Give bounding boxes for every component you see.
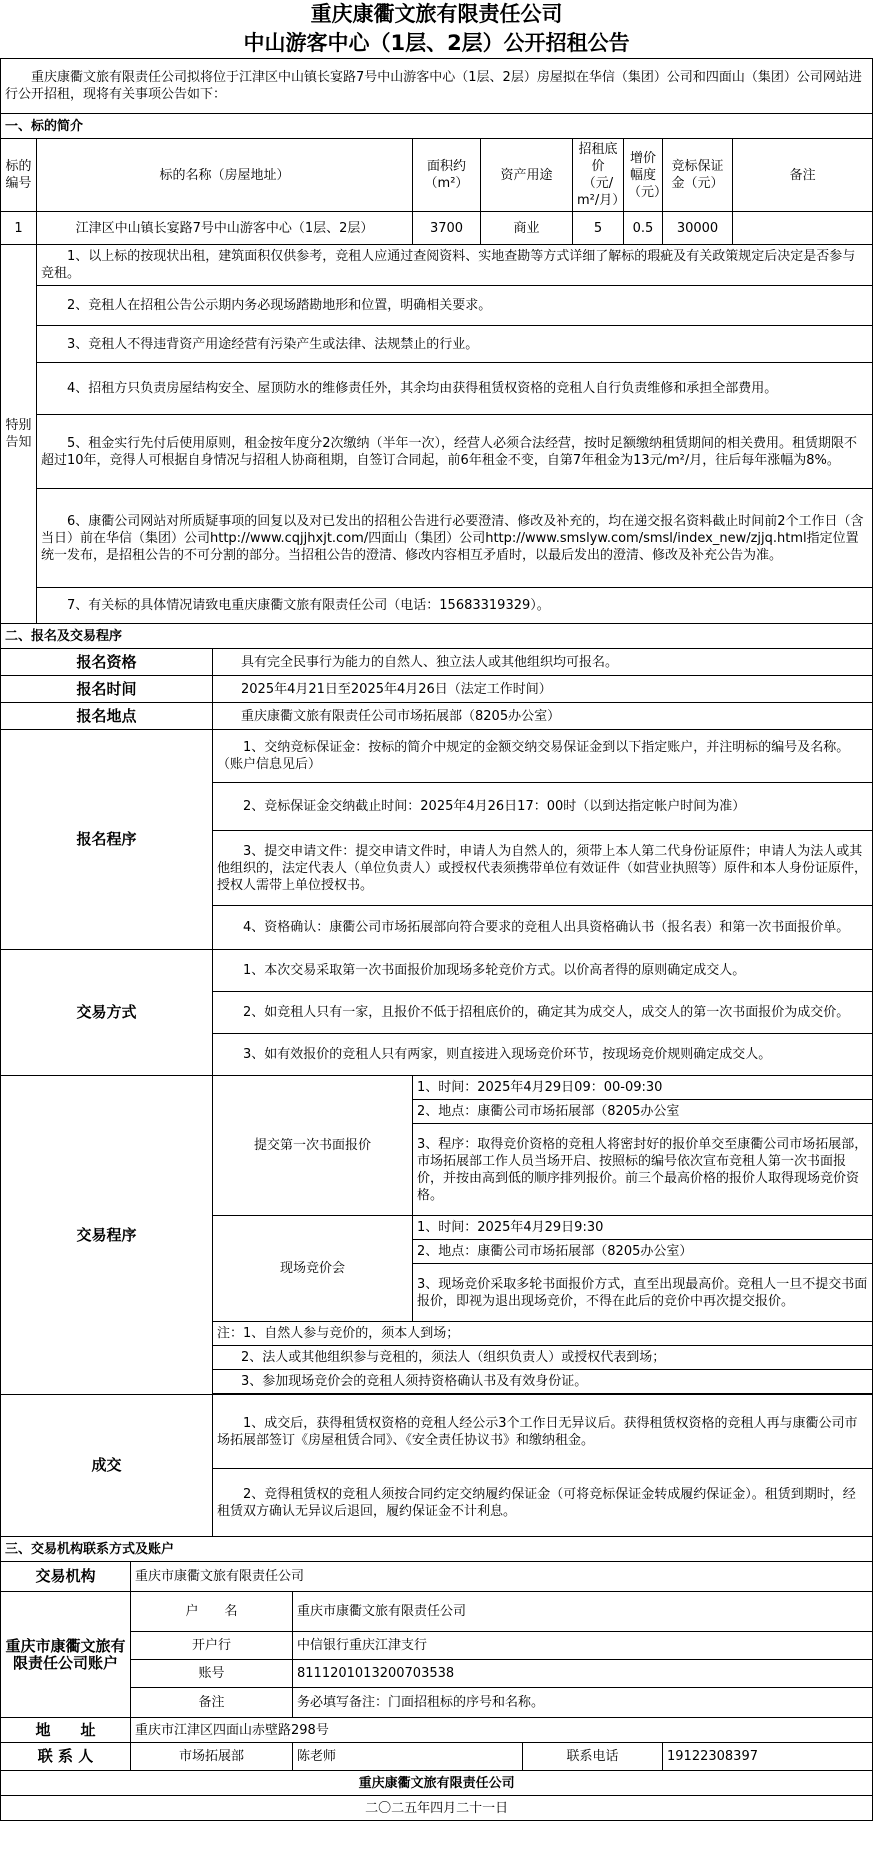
bank-label: 开户行 xyxy=(131,1632,293,1660)
col-header-use: 资产用途 xyxy=(481,139,573,212)
notice-1: 1、以上标的按现状出租，建筑面积仅供参考，竞租人应通过查阅资料、实地查勘等方式详细了解标的瑕疵及有关政策规定后决定是否参与竞租。 xyxy=(37,245,873,286)
phone-label: 联系电话 xyxy=(523,1743,663,1771)
auction-1: 1、时间：2025年4月29日9:30 xyxy=(413,1216,873,1240)
special-notice-label: 特别告知 xyxy=(1,245,37,624)
deal-label: 成交 xyxy=(1,1395,213,1537)
auction-2: 2、地点：康衢公司市场拓展部（8205办公室） xyxy=(413,1240,873,1264)
auction-3: 3、现场竞价采取多轮书面报价方式，直至出现最高价。竞租人一旦不提交书面报价，即视为退出现场竞价，不得在此后的竞价中再次提交报价。 xyxy=(413,1264,873,1322)
account-name-label: 户 名 xyxy=(131,1592,293,1632)
col-header-note: 备注 xyxy=(733,139,873,212)
proc-step-1: 1、交纳竞标保证金：按标的简介中规定的金额交纳交易保证金到以下指定账户，并注明标的编号及名称。（账户信息见后） xyxy=(213,730,873,783)
trade-proc-label: 交易程序 xyxy=(1,1076,213,1395)
proc-step-2: 2、竞标保证金交纳截止时间：2025年4月26日17：00时（以到达指定帐户时间为准） xyxy=(213,783,873,831)
org-value: 重庆市康衢文旅有限责任公司 xyxy=(131,1562,873,1592)
notice-6: 6、康衢公司网站对所质疑事项的回复以及对已发出的招租公告进行必要澄清、修改及补充的，均在递交报名资料截止时间前2个工作日（含当日）前在华信（集团）公司http://www.cqjjhxjt.com/四面山（集团）公司http://www.smslyw.com/smsl/index_new/zjjq.html指定位置统一发布，是招租公告的不可分割的部分。当招租公告的澄清、修改内容相互矛盾时，以最后发出的澄清、修改及补充公告为准。 xyxy=(37,489,873,588)
first-bid-2: 2、地点：康衢公司市场拓展部（8205办公室 xyxy=(413,1100,873,1124)
auction-label: 现场竞价会 xyxy=(213,1216,413,1322)
footer-date: 二〇二五年四月二十一日 xyxy=(1,1796,873,1821)
qual-text: 具有完全民事行为能力的自然人、独立法人或其他组织均可报名。 xyxy=(213,649,873,676)
notice-5: 5、租金实行先付后使用原则，租金按年度分2次缴纳（半年一次），经营人必须合法经营，按时足额缴纳租赁期间的相关费用。租赁期限不超过10年，竞得人可根据自身情况与招租人协商租期，自签订合同起，前6年租金不变，自第7年租金为13元/m²/月，往后每年涨幅为8%。 xyxy=(37,415,873,489)
row1-note xyxy=(733,212,873,245)
first-bid-3: 3、程序：取得竞价资格的竞租人将密封好的报价单交至康衢公司市场拓展部，市场拓展部工作人员当场开启、按照标的编号依次宣布竞租人第一次书面报价，并按由高到低的顺序排列报价。前三个最高价格的报价人取得现场竞价资格。 xyxy=(413,1124,873,1216)
account-no-label: 账号 xyxy=(131,1660,293,1688)
col-header-name: 标的名称（房屋地址） xyxy=(37,139,413,212)
section1-heading: 一、标的简介 xyxy=(1,114,873,139)
first-bid-1: 1、时间：2025年4月29日09：00-09:30 xyxy=(413,1076,873,1100)
address-label: 地 址 xyxy=(1,1718,131,1743)
place-label: 报名地点 xyxy=(1,703,213,730)
account-label: 重庆市康衢文旅有限责任公司账户 xyxy=(1,1592,131,1718)
col-header-area: 面积约（m²） xyxy=(413,139,481,212)
time-label: 报名时间 xyxy=(1,676,213,703)
row1-deposit: 30000 xyxy=(663,212,733,245)
notice-3: 3、竞租人不得违背资产用途经营有污染产生或法律、法规禁止的行业。 xyxy=(37,326,873,363)
trade-note-2: 2、法人或其他组织参与竞租的，须法人（组织负责人）或授权代表到场； xyxy=(213,1346,873,1370)
contact-dept: 市场拓展部 xyxy=(131,1743,293,1771)
bank-value: 中信银行重庆江津支行 xyxy=(293,1632,873,1660)
mode-label: 交易方式 xyxy=(1,950,213,1076)
proc-step-4: 4、资格确认：康衢公司市场拓展部向符合要求的竞租人出具资格确认书（报名表）和第一次书面报价单。 xyxy=(213,906,873,950)
row1-area: 3700 xyxy=(413,212,481,245)
intro-text: 重庆康衢文旅有限责任公司拟将位于江津区中山镇长宴路7号中山游客中心（1层、2层）房屋拟在华信（集团）公司和四面山（集团）公司网站进行公开招租，现将有关事项公告如下： xyxy=(1,59,873,114)
first-bid-label: 提交第一次书面报价 xyxy=(213,1076,413,1216)
row1-inc: 0.5 xyxy=(624,212,663,245)
footer-company: 重庆康衢文旅有限责任公司 xyxy=(1,1771,873,1796)
notice-2: 2、竞租人在招租公告公示期内务必现场踏勘地形和位置，明确相关要求。 xyxy=(37,286,873,326)
deal-1: 1、成交后，获得租赁权资格的竞租人经公示3个工作日无异议后。获得租赁权资格的竞租人再与康衢公司市场拓展部签订《房屋租赁合同》、《安全责任协议书》和缴纳租金。 xyxy=(213,1395,873,1469)
col-header-no: 标的编号 xyxy=(1,139,37,212)
section3-heading: 三、交易机构联系方式及账户 xyxy=(1,1537,873,1562)
contact-person: 陈老师 xyxy=(293,1743,523,1771)
address-value: 重庆市江津区四面山赤壁路298号 xyxy=(131,1718,873,1743)
col-header-deposit: 竞标保证金（元） xyxy=(663,139,733,212)
phone-value: 19122308397 xyxy=(663,1743,873,1771)
remark-label: 备注 xyxy=(131,1688,293,1718)
proc-label: 报名程序 xyxy=(1,730,213,950)
mode-3: 3、如有效报价的竞租人只有两家，则直接进入现场竞价环节，按现场竞价规则确定成交人。 xyxy=(213,1034,873,1076)
notice-7: 7、有关标的具体情况请致电重庆康衢文旅有限责任公司（电话：15683319329）。 xyxy=(37,588,873,624)
deal-2: 2、竞得租赁权的竞租人须按合同约定交纳履约保证金（可将竞标保证金转成履约保证金）。租赁到期时，经租赁双方确认无异议后退回，履约保证金不计利息。 xyxy=(213,1469,873,1537)
page-title xyxy=(1,0,873,59)
title-line1: 重庆康衢文旅有限责任公司 xyxy=(310,2,563,26)
qual-label: 报名资格 xyxy=(1,649,213,676)
row1-no: 1 xyxy=(1,212,37,245)
account-name: 重庆市康衢文旅有限责任公司 xyxy=(293,1592,873,1632)
proc-step-3: 3、提交申请文件：提交申请文件时，申请人为自然人的，须带上本人第二代身份证原件；申请人为法人或其他组织的，法定代表人（单位负责人）或授权代表须携带单位有效证件（如营业执照等）原件和本人身份证原件，授权人需带上单位授权书。 xyxy=(213,831,873,906)
row1-use: 商业 xyxy=(481,212,573,245)
notice-4: 4、招租方只负责房屋结构安全、屋顶防水的维修责任外，其余均由获得租赁权资格的竞租人自行负责维修和承担全部费用。 xyxy=(37,363,873,415)
row1-price: 5 xyxy=(573,212,624,245)
remark-value: 务必填写备注：门面招租标的序号和名称。 xyxy=(293,1688,873,1718)
title-line2: 中山游客中心（1层、2层）公开招租公告 xyxy=(243,31,630,55)
row1-name: 江津区中山镇长宴路7号中山游客中心（1层、2层） xyxy=(37,212,413,245)
mode-1: 1、本次交易采取第一次书面报价加现场多轮竞价方式。以价高者得的原则确定成交人。 xyxy=(213,950,873,992)
org-label: 交易机构 xyxy=(1,1562,131,1592)
trade-note-3: 3、参加现场竞价会的竞租人须持资格确认书及有效身份证。 xyxy=(213,1370,873,1394)
time-text: 2025年4月21日至2025年4月26日（法定工作时间） xyxy=(213,676,873,703)
mode-2: 2、如竞租人只有一家，且报价不低于招租底价的，确定其为成交人，成交人的第一次书面报价为成交价。 xyxy=(213,992,873,1034)
trade-note-1: 注：1、自然人参与竞价的，须本人到场； xyxy=(213,1322,873,1346)
col-header-inc: 增价幅度（元） xyxy=(624,139,663,212)
account-no: 8111201013200703538 xyxy=(293,1660,873,1688)
contact-label: 联 系 人 xyxy=(1,1743,131,1771)
place-text: 重庆康衢文旅有限责任公司市场拓展部（8205办公室） xyxy=(213,703,873,730)
col-header-price: 招租底价（元/m²/月） xyxy=(573,139,624,212)
section2-heading: 二、报名及交易程序 xyxy=(1,624,873,649)
